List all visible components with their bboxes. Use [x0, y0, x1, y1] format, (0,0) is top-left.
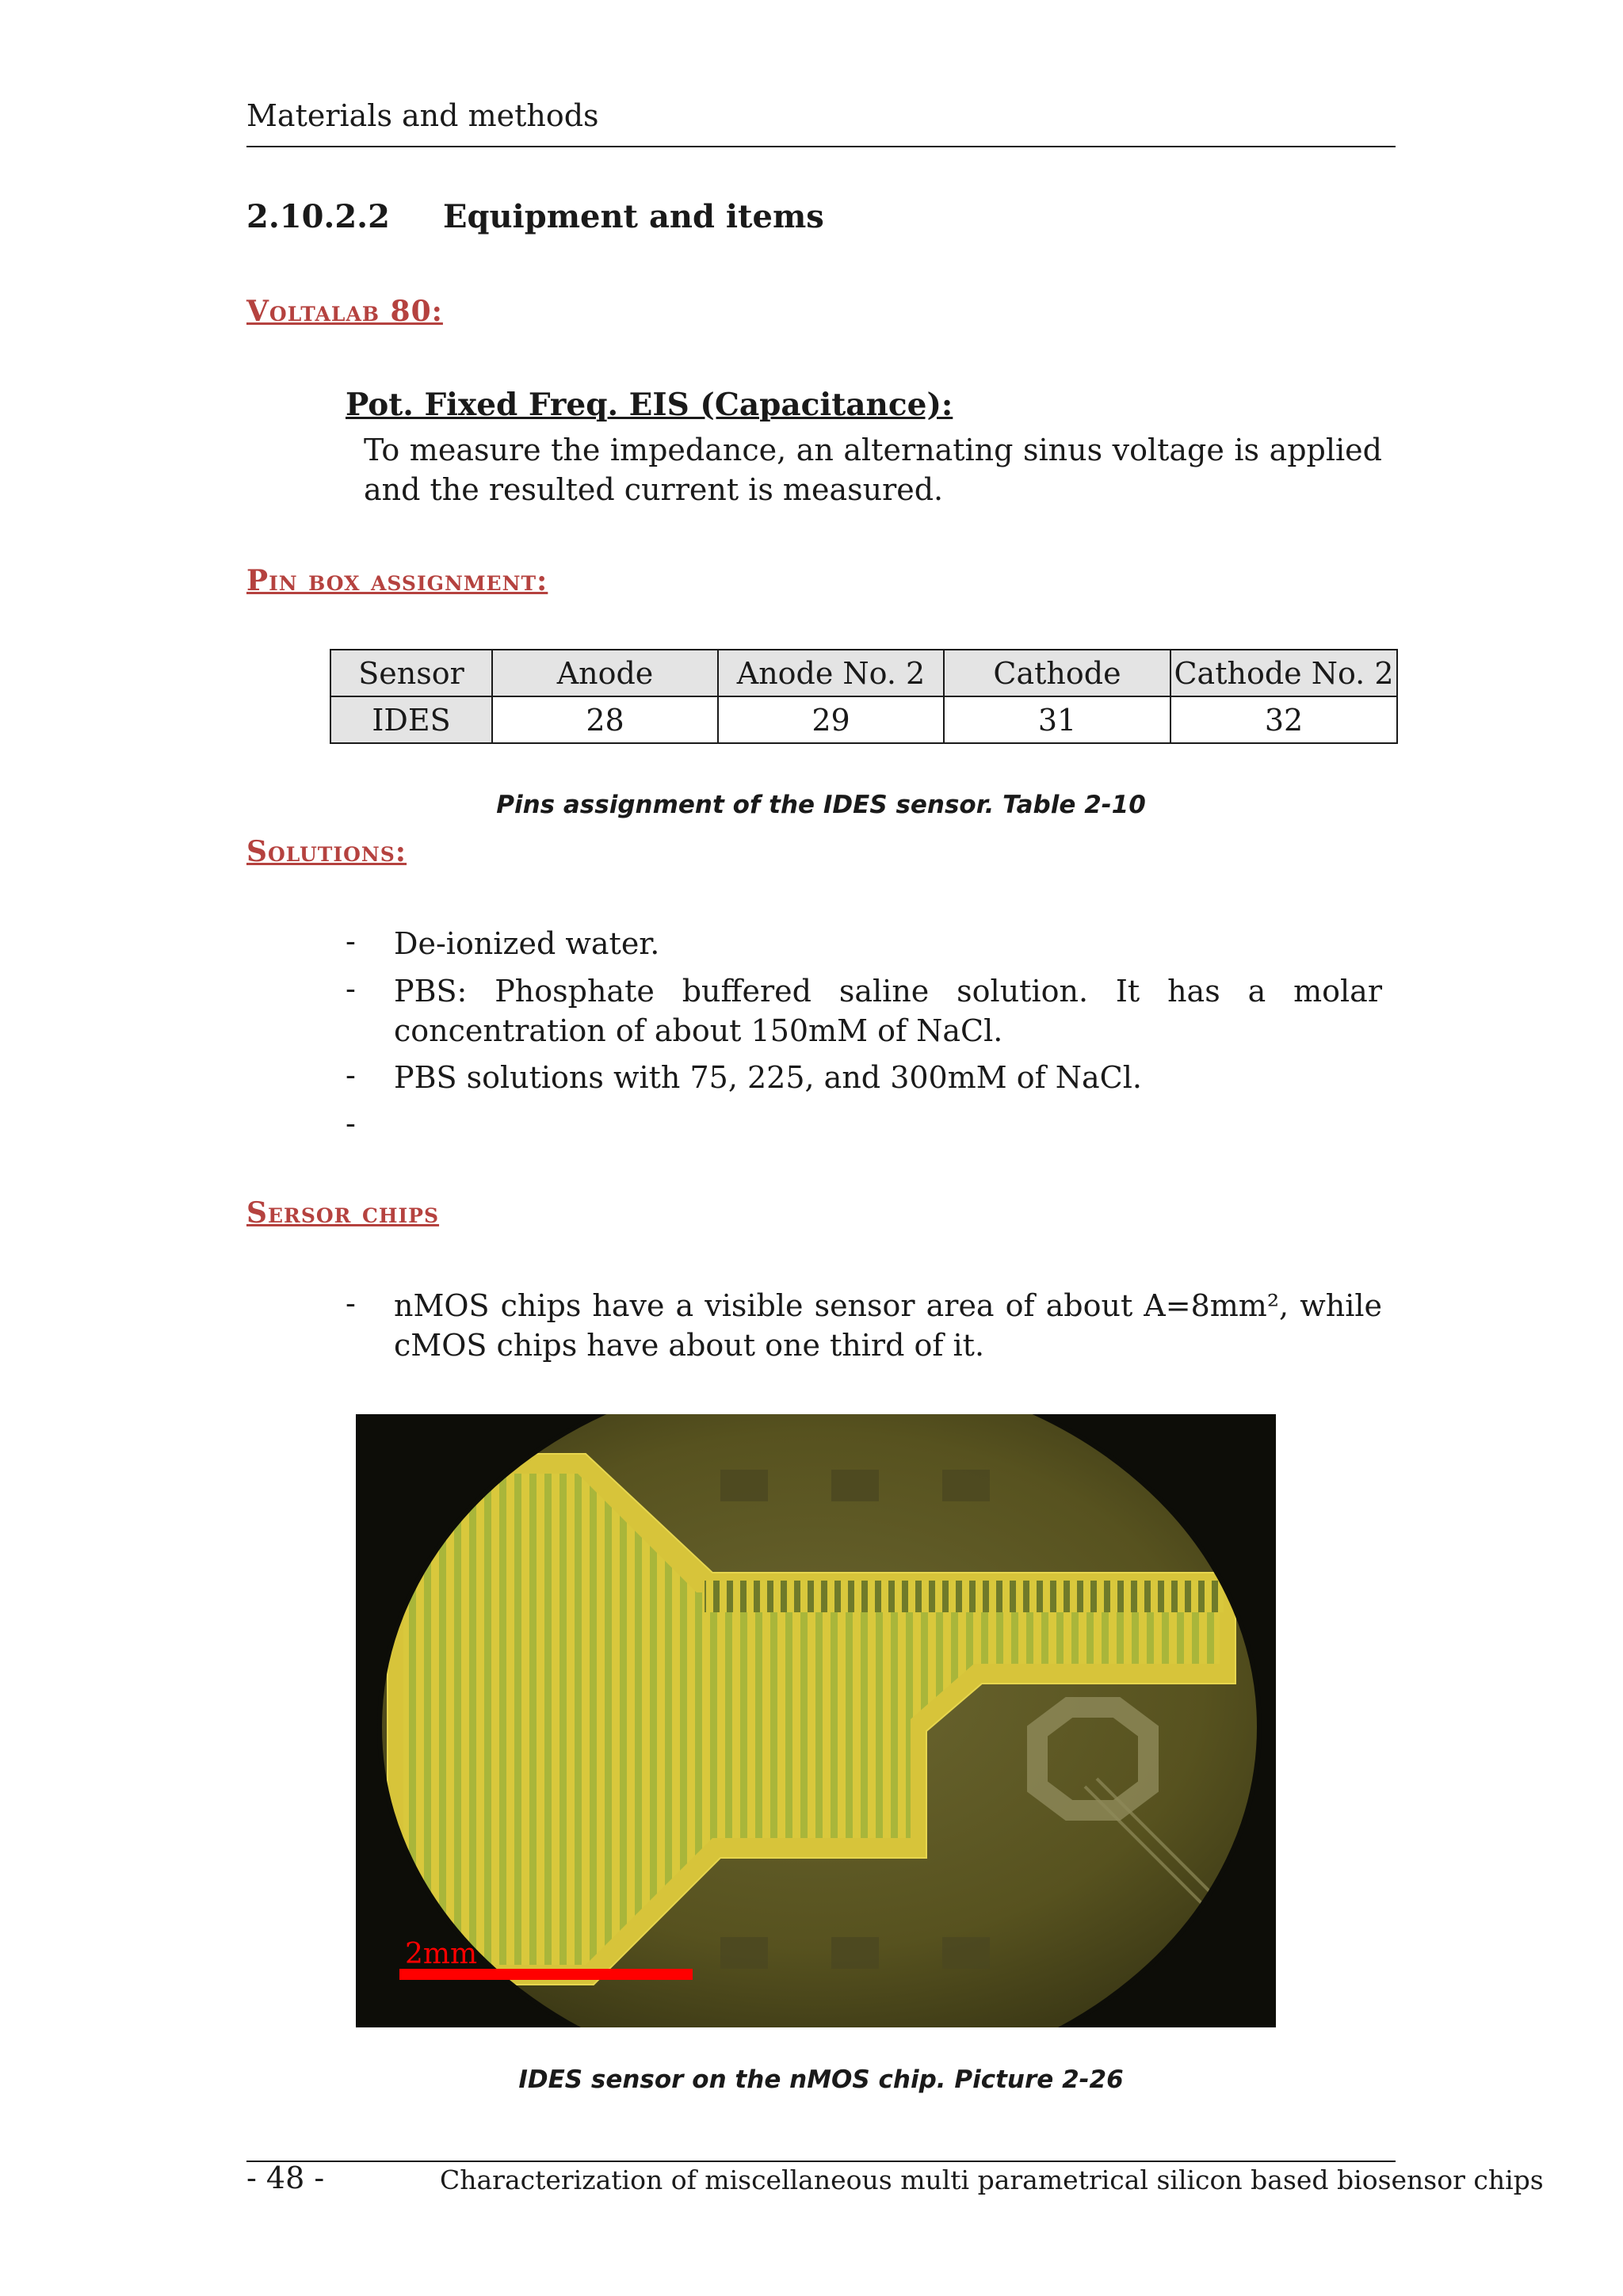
table-cell: IDES [330, 696, 492, 743]
table-header-cell: Cathode [944, 650, 1170, 696]
table-header-cell: Anode [492, 650, 718, 696]
table-cell: 29 [718, 696, 944, 743]
running-header: Materials and methods [246, 98, 599, 133]
pinbox-heading: Pin box assignment: [246, 564, 548, 597]
list-item: De-ionized water. [394, 926, 660, 961]
eis-paragraph: To measure the impedance, an alternating sinus voltage is applied and the resulted current is measured. [364, 433, 1382, 507]
sensor-chips-heading: Sersor chips [246, 1196, 440, 1230]
eis-subheading: Pot. Fixed Freq. EIS (Capacitance): [346, 387, 953, 423]
list-item: PBS solutions with 75, 225, and 300mM of NaCl. [394, 1060, 1142, 1095]
picture-caption: IDES sensor on the nMOS chip. Picture 2-26 [518, 2065, 1124, 2094]
section-title: Equipment and items [443, 198, 824, 235]
table-row [330, 696, 1397, 743]
list-bullet: - [346, 971, 356, 1006]
page-number: - 48 - [246, 2161, 325, 2195]
table-cell: 31 [944, 696, 1170, 743]
table-cell: 28 [492, 696, 718, 743]
list-item: nMOS chips have a visible sensor area of about A=8mm², while cMOS chips have about one third of it. [394, 1288, 1382, 1363]
table-header-row [330, 650, 1397, 696]
running-footer: Characterization of miscellaneous multi parametrical silicon based biosensor chips [440, 2164, 1544, 2195]
voltalab-heading: Voltalab 80: [246, 295, 443, 328]
list-bullet: - [346, 1058, 356, 1093]
list-item: PBS: Phosphate buffered saline solution. It has a molar concentration of about 150mM of NaCl. [394, 974, 1382, 1048]
scale-bar-label: 2mm [405, 1938, 478, 1970]
ides-sensor-photo [356, 1414, 1276, 2027]
pin-assignment-table [330, 649, 1398, 744]
table-header-cell: Sensor [330, 650, 492, 696]
section-number: 2.10.2.2 [246, 198, 390, 235]
table-header-cell: Anode No. 2 [718, 650, 944, 696]
table-cell: 32 [1170, 696, 1397, 743]
scale-bar [399, 1969, 693, 1980]
table-caption: Pins assignment of the IDES sensor. Table 2-10 [496, 791, 1146, 819]
list-bullet: - [346, 1286, 356, 1321]
solutions-heading: Solutions: [246, 835, 407, 868]
list-bullet: - [346, 1106, 356, 1141]
header-rule [246, 146, 1396, 147]
table-header-cell: Cathode No. 2 [1170, 650, 1397, 696]
list-bullet: - [346, 924, 356, 959]
footer-rule [246, 2161, 1396, 2162]
